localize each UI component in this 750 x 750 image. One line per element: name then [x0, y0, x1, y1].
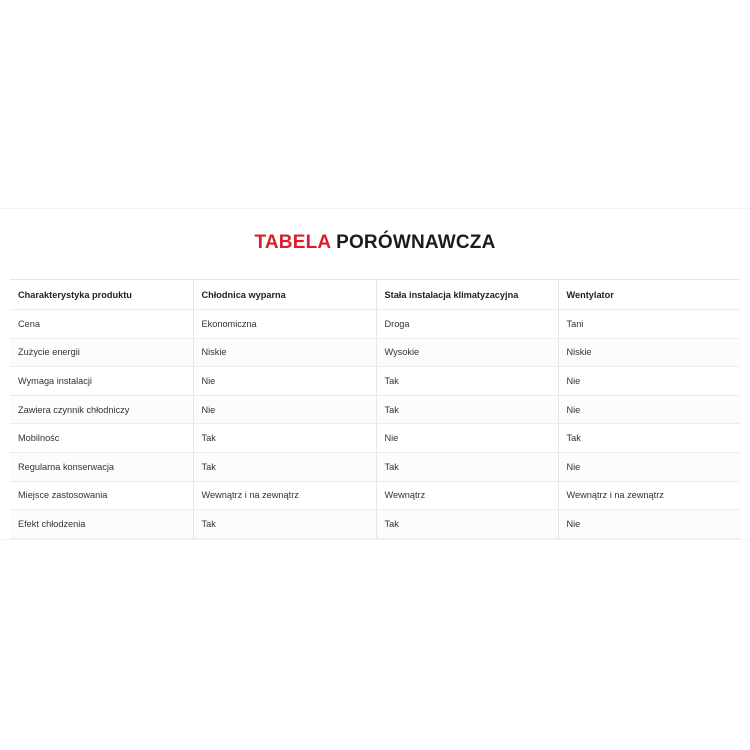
row-label: Cena — [10, 310, 193, 339]
table-cell: Tak — [558, 424, 740, 453]
row-label: Mobilnośc — [10, 424, 193, 453]
table-cell: Tak — [376, 395, 558, 424]
table-row — [10, 310, 740, 339]
table-row — [10, 367, 740, 396]
column-header: Wentylator — [558, 280, 740, 310]
table-cell: Tak — [376, 452, 558, 481]
table-header — [10, 280, 740, 310]
table-body — [10, 310, 740, 539]
table-row — [10, 510, 740, 539]
table-cell: Wewnątrz i na zewnątrz — [193, 481, 376, 510]
table-cell: Tani — [558, 310, 740, 339]
table-cell: Nie — [558, 510, 740, 539]
table-row — [10, 424, 740, 453]
table-cell: Nie — [558, 395, 740, 424]
table-row — [10, 395, 740, 424]
table-cell: Nie — [558, 367, 740, 396]
title-rest: PORÓWNAWCZA — [336, 232, 496, 253]
row-label: Zużycie energii — [10, 338, 193, 367]
table-cell: Wewnątrz — [376, 481, 558, 510]
table-cell: Niskie — [193, 338, 376, 367]
row-label: Zawiera czynnik chłodniczy — [10, 395, 193, 424]
table-cell: Tak — [193, 510, 376, 539]
row-label: Efekt chłodzenia — [10, 510, 193, 539]
column-header: Stała instalacja klimatyzacyjna — [376, 280, 558, 310]
table-cell: Tak — [193, 452, 376, 481]
table-cell: Droga — [376, 310, 558, 339]
column-header: Chłodnica wyparna — [193, 280, 376, 310]
table-cell: Nie — [193, 367, 376, 396]
page-title — [0, 232, 750, 254]
title-accent: TABELA — [254, 232, 331, 253]
table-cell: Tak — [193, 424, 376, 453]
comparison-table — [10, 279, 740, 539]
row-label: Wymaga instalacji — [10, 367, 193, 396]
column-header: Charakterystyka produktu — [10, 280, 193, 310]
table-cell: Wewnątrz i na zewnątrz — [558, 481, 740, 510]
table-cell: Nie — [193, 395, 376, 424]
row-label: Miejsce zastosowania — [10, 481, 193, 510]
header-row — [10, 280, 740, 310]
table-cell: Ekonomiczna — [193, 310, 376, 339]
row-label: Regularna konserwacja — [10, 452, 193, 481]
table-row — [10, 338, 740, 367]
table-cell: Nie — [376, 424, 558, 453]
table-cell: Wysokie — [376, 338, 558, 367]
table-row — [10, 452, 740, 481]
table-cell: Tak — [376, 510, 558, 539]
table-cell: Nie — [558, 452, 740, 481]
table-cell: Niskie — [558, 338, 740, 367]
table-cell: Tak — [376, 367, 558, 396]
table-row — [10, 481, 740, 510]
